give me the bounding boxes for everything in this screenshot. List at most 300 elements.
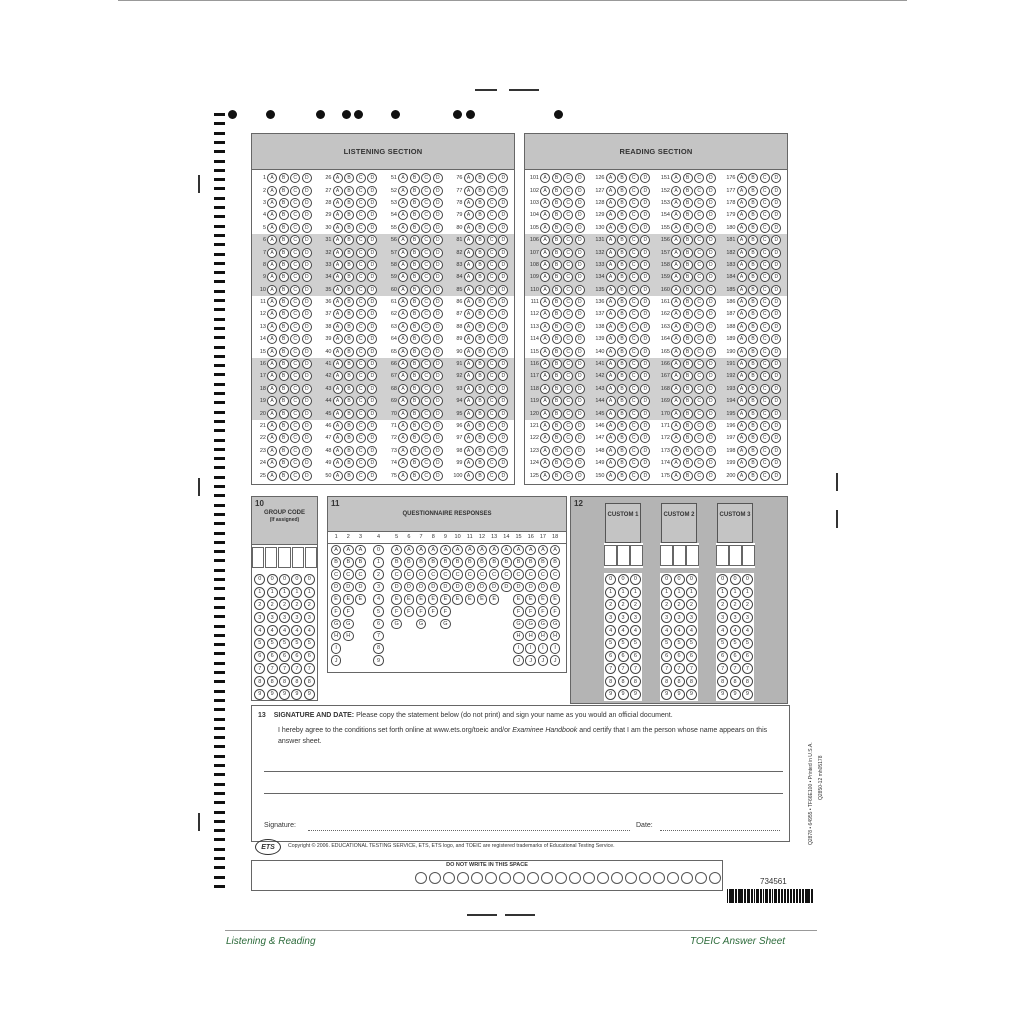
answer-bubble[interactable]: A bbox=[606, 210, 616, 220]
answer-bubble[interactable]: C bbox=[694, 210, 704, 220]
answer-bubble[interactable]: C bbox=[421, 235, 431, 245]
response-bubble[interactable]: J bbox=[331, 655, 342, 666]
answer-bubble[interactable]: D bbox=[706, 458, 716, 468]
answer-bubble[interactable]: C bbox=[290, 359, 300, 369]
answer-bubble[interactable]: D bbox=[433, 334, 443, 344]
custom-digit-bubble[interactable]: 9 bbox=[686, 689, 697, 700]
custom-digit-bubble[interactable]: 5 bbox=[742, 638, 753, 649]
answer-bubble[interactable]: B bbox=[552, 285, 562, 295]
answer-bubble[interactable]: B bbox=[683, 371, 693, 381]
answer-bubble[interactable]: D bbox=[433, 396, 443, 406]
answer-bubble[interactable]: D bbox=[367, 260, 377, 270]
answer-bubble[interactable]: A bbox=[464, 458, 474, 468]
answer-bubble[interactable]: B bbox=[617, 235, 627, 245]
answer-bubble[interactable]: C bbox=[421, 359, 431, 369]
response-bubble[interactable]: A bbox=[477, 545, 488, 556]
response-bubble[interactable]: A bbox=[452, 545, 463, 556]
answer-bubble[interactable]: D bbox=[575, 446, 585, 456]
answer-bubble[interactable]: A bbox=[267, 396, 277, 406]
answer-bubble[interactable]: A bbox=[737, 359, 747, 369]
digit-bubble[interactable]: 4 bbox=[304, 625, 315, 636]
digit-bubble[interactable]: 1 bbox=[254, 587, 265, 598]
response-bubble[interactable]: E bbox=[477, 594, 488, 605]
answer-bubble[interactable]: D bbox=[302, 322, 312, 332]
custom-digit-bubble[interactable]: 6 bbox=[717, 651, 728, 662]
custom-digit-bubble[interactable]: 6 bbox=[742, 651, 753, 662]
answer-bubble[interactable]: B bbox=[344, 471, 354, 481]
answer-bubble[interactable]: A bbox=[540, 186, 550, 196]
answer-bubble[interactable]: B bbox=[683, 260, 693, 270]
answer-bubble[interactable]: C bbox=[290, 309, 300, 319]
answer-bubble[interactable]: A bbox=[267, 409, 277, 419]
answer-bubble[interactable]: A bbox=[606, 285, 616, 295]
answer-bubble[interactable]: A bbox=[398, 347, 408, 357]
response-bubble[interactable]: C bbox=[477, 569, 488, 580]
answer-bubble[interactable]: D bbox=[640, 223, 650, 233]
answer-bubble[interactable]: C bbox=[487, 210, 497, 220]
answer-bubble[interactable]: B bbox=[344, 223, 354, 233]
answer-bubble[interactable]: B bbox=[475, 458, 485, 468]
answer-bubble[interactable]: C bbox=[694, 272, 704, 282]
response-bubble[interactable]: C bbox=[404, 569, 415, 580]
answer-bubble[interactable]: B bbox=[475, 359, 485, 369]
custom-entry-box[interactable] bbox=[617, 545, 630, 566]
answer-bubble[interactable]: D bbox=[498, 272, 508, 282]
answer-bubble[interactable]: A bbox=[333, 260, 343, 270]
answer-bubble[interactable]: A bbox=[333, 359, 343, 369]
answer-bubble[interactable]: C bbox=[563, 421, 573, 431]
response-bubble[interactable]: J bbox=[538, 655, 549, 666]
answer-bubble[interactable]: C bbox=[563, 334, 573, 344]
answer-bubble[interactable]: B bbox=[552, 297, 562, 307]
digit-bubble[interactable]: 2 bbox=[304, 599, 315, 610]
answer-bubble[interactable]: C bbox=[694, 322, 704, 332]
answer-bubble[interactable]: C bbox=[694, 421, 704, 431]
answer-bubble[interactable]: D bbox=[433, 235, 443, 245]
answer-bubble[interactable]: B bbox=[344, 446, 354, 456]
answer-bubble[interactable]: D bbox=[302, 198, 312, 208]
answer-bubble[interactable]: D bbox=[706, 285, 716, 295]
answer-bubble[interactable]: A bbox=[737, 260, 747, 270]
answer-bubble[interactable]: A bbox=[540, 260, 550, 270]
custom-digit-bubble[interactable]: 7 bbox=[661, 663, 672, 674]
response-bubble[interactable]: B bbox=[391, 557, 402, 568]
answer-bubble[interactable]: D bbox=[302, 433, 312, 443]
custom-digit-bubble[interactable]: 0 bbox=[742, 574, 753, 585]
digit-bubble[interactable]: 1 bbox=[304, 587, 315, 598]
answer-bubble[interactable]: A bbox=[398, 272, 408, 282]
answer-bubble[interactable]: D bbox=[498, 371, 508, 381]
response-bubble[interactable]: D bbox=[489, 582, 500, 593]
response-bubble[interactable]: A bbox=[550, 545, 561, 556]
answer-bubble[interactable]: A bbox=[333, 446, 343, 456]
answer-bubble[interactable]: D bbox=[771, 235, 781, 245]
answer-bubble[interactable]: B bbox=[683, 471, 693, 481]
response-bubble[interactable]: C bbox=[343, 569, 354, 580]
answer-bubble[interactable]: B bbox=[552, 235, 562, 245]
answer-bubble[interactable]: A bbox=[267, 471, 277, 481]
answer-bubble[interactable]: D bbox=[771, 322, 781, 332]
answer-bubble[interactable]: A bbox=[398, 433, 408, 443]
custom-digit-bubble[interactable]: 8 bbox=[674, 676, 685, 687]
answer-bubble[interactable]: B bbox=[279, 297, 289, 307]
answer-bubble[interactable]: C bbox=[694, 371, 704, 381]
answer-bubble[interactable]: B bbox=[617, 309, 627, 319]
answer-bubble[interactable]: C bbox=[421, 471, 431, 481]
digit-bubble[interactable]: 8 bbox=[254, 676, 265, 687]
answer-bubble[interactable]: D bbox=[771, 371, 781, 381]
answer-bubble[interactable]: B bbox=[279, 235, 289, 245]
answer-bubble[interactable]: D bbox=[367, 297, 377, 307]
answer-bubble[interactable]: B bbox=[475, 260, 485, 270]
answer-bubble[interactable]: B bbox=[748, 210, 758, 220]
answer-bubble[interactable]: D bbox=[498, 173, 508, 183]
answer-bubble[interactable]: A bbox=[671, 272, 681, 282]
answer-bubble[interactable]: C bbox=[694, 334, 704, 344]
answer-bubble[interactable]: A bbox=[737, 433, 747, 443]
answer-bubble[interactable]: C bbox=[290, 334, 300, 344]
answer-bubble[interactable]: C bbox=[487, 409, 497, 419]
answer-bubble[interactable]: B bbox=[475, 309, 485, 319]
answer-bubble[interactable]: B bbox=[617, 322, 627, 332]
custom-digit-bubble[interactable]: 2 bbox=[605, 599, 616, 610]
answer-bubble[interactable]: B bbox=[748, 235, 758, 245]
answer-bubble[interactable]: D bbox=[575, 371, 585, 381]
response-bubble[interactable]: D bbox=[331, 582, 342, 593]
response-bubble[interactable]: D bbox=[465, 582, 476, 593]
custom-entry-box[interactable] bbox=[742, 545, 755, 566]
custom-digit-bubble[interactable]: 9 bbox=[618, 689, 629, 700]
digit-bubble[interactable]: 9 bbox=[279, 689, 290, 700]
response-bubble[interactable]: E bbox=[513, 594, 524, 605]
response-bubble[interactable]: D bbox=[404, 582, 415, 593]
answer-bubble[interactable]: C bbox=[356, 433, 366, 443]
answer-bubble[interactable]: C bbox=[421, 409, 431, 419]
response-bubble[interactable]: E bbox=[489, 594, 500, 605]
answer-bubble[interactable]: B bbox=[617, 458, 627, 468]
answer-bubble[interactable]: D bbox=[302, 260, 312, 270]
answer-bubble[interactable]: C bbox=[694, 347, 704, 357]
digit-bubble[interactable]: 9 bbox=[254, 689, 265, 700]
answer-bubble[interactable]: A bbox=[267, 210, 277, 220]
answer-bubble[interactable]: C bbox=[563, 198, 573, 208]
answer-bubble[interactable]: B bbox=[617, 384, 627, 394]
answer-bubble[interactable]: C bbox=[421, 260, 431, 270]
answer-bubble[interactable]: C bbox=[421, 297, 431, 307]
response-bubble[interactable]: E bbox=[465, 594, 476, 605]
answer-bubble[interactable]: B bbox=[748, 347, 758, 357]
answer-bubble[interactable]: D bbox=[771, 396, 781, 406]
answer-bubble[interactable]: B bbox=[410, 322, 420, 332]
answer-bubble[interactable]: D bbox=[575, 248, 585, 258]
response-bubble[interactable]: G bbox=[440, 619, 451, 630]
answer-bubble[interactable]: B bbox=[617, 272, 627, 282]
answer-bubble[interactable]: D bbox=[433, 285, 443, 295]
answer-bubble[interactable]: C bbox=[694, 359, 704, 369]
answer-bubble[interactable]: B bbox=[552, 384, 562, 394]
answer-bubble[interactable]: A bbox=[737, 210, 747, 220]
answer-bubble[interactable]: D bbox=[498, 297, 508, 307]
answer-bubble[interactable]: D bbox=[575, 260, 585, 270]
digit-bubble[interactable]: 0 bbox=[279, 574, 290, 585]
answer-bubble[interactable]: A bbox=[737, 297, 747, 307]
answer-bubble[interactable]: A bbox=[464, 384, 474, 394]
answer-bubble[interactable]: A bbox=[540, 173, 550, 183]
answer-bubble[interactable]: D bbox=[771, 223, 781, 233]
answer-bubble[interactable]: A bbox=[606, 359, 616, 369]
answer-bubble[interactable]: A bbox=[606, 458, 616, 468]
answer-bubble[interactable]: B bbox=[279, 471, 289, 481]
response-bubble[interactable]: D bbox=[452, 582, 463, 593]
custom-digit-bubble[interactable]: 3 bbox=[742, 612, 753, 623]
digit-bubble[interactable]: 2 bbox=[267, 599, 278, 610]
answer-bubble[interactable]: C bbox=[487, 260, 497, 270]
answer-bubble[interactable]: A bbox=[540, 347, 550, 357]
answer-bubble[interactable]: D bbox=[575, 384, 585, 394]
answer-bubble[interactable]: A bbox=[267, 235, 277, 245]
answer-bubble[interactable]: A bbox=[464, 421, 474, 431]
answer-bubble[interactable]: C bbox=[421, 371, 431, 381]
answer-bubble[interactable]: D bbox=[640, 186, 650, 196]
answer-bubble[interactable]: D bbox=[302, 248, 312, 258]
answer-bubble[interactable]: C bbox=[760, 210, 770, 220]
response-bubble[interactable]: F bbox=[343, 606, 354, 617]
answer-bubble[interactable]: B bbox=[617, 260, 627, 270]
response-bubble[interactable]: B bbox=[416, 557, 427, 568]
answer-bubble[interactable]: A bbox=[671, 198, 681, 208]
answer-bubble[interactable]: C bbox=[629, 421, 639, 431]
answer-bubble[interactable]: B bbox=[552, 173, 562, 183]
answer-bubble[interactable]: B bbox=[683, 198, 693, 208]
answer-bubble[interactable]: A bbox=[540, 359, 550, 369]
answer-bubble[interactable]: B bbox=[748, 322, 758, 332]
answer-bubble[interactable]: A bbox=[267, 248, 277, 258]
answer-bubble[interactable]: A bbox=[267, 260, 277, 270]
answer-bubble[interactable]: A bbox=[267, 285, 277, 295]
custom-entry-box[interactable] bbox=[686, 545, 699, 566]
answer-bubble[interactable]: C bbox=[629, 458, 639, 468]
answer-bubble[interactable]: B bbox=[344, 297, 354, 307]
answer-bubble[interactable]: D bbox=[771, 458, 781, 468]
answer-bubble[interactable]: D bbox=[575, 297, 585, 307]
answer-bubble[interactable]: D bbox=[367, 334, 377, 344]
answer-bubble[interactable]: C bbox=[487, 446, 497, 456]
answer-bubble[interactable]: D bbox=[575, 471, 585, 481]
response-bubble[interactable]: H bbox=[331, 631, 342, 642]
answer-bubble[interactable]: B bbox=[344, 433, 354, 443]
answer-bubble[interactable]: B bbox=[552, 309, 562, 319]
answer-bubble[interactable]: C bbox=[694, 309, 704, 319]
answer-bubble[interactable]: D bbox=[433, 198, 443, 208]
response-bubble[interactable]: C bbox=[465, 569, 476, 580]
answer-bubble[interactable]: C bbox=[356, 409, 366, 419]
answer-bubble[interactable]: A bbox=[737, 458, 747, 468]
answer-bubble[interactable]: B bbox=[475, 334, 485, 344]
answer-bubble[interactable]: C bbox=[290, 297, 300, 307]
response-bubble[interactable]: B bbox=[538, 557, 549, 568]
answer-bubble[interactable]: B bbox=[344, 210, 354, 220]
answer-bubble[interactable]: B bbox=[279, 272, 289, 282]
answer-bubble[interactable]: C bbox=[629, 384, 639, 394]
answer-bubble[interactable]: A bbox=[606, 235, 616, 245]
answer-bubble[interactable]: B bbox=[683, 210, 693, 220]
answer-bubble[interactable]: A bbox=[398, 396, 408, 406]
answer-bubble[interactable]: B bbox=[552, 272, 562, 282]
answer-bubble[interactable]: B bbox=[344, 396, 354, 406]
answer-bubble[interactable]: B bbox=[410, 347, 420, 357]
answer-bubble[interactable]: A bbox=[398, 471, 408, 481]
digit-bubble[interactable]: 4 bbox=[267, 625, 278, 636]
answer-bubble[interactable]: B bbox=[683, 396, 693, 406]
custom-digit-bubble[interactable]: 1 bbox=[686, 587, 697, 598]
answer-bubble[interactable]: D bbox=[706, 446, 716, 456]
answer-bubble[interactable]: B bbox=[410, 458, 420, 468]
answer-bubble[interactable]: D bbox=[498, 223, 508, 233]
answer-bubble[interactable]: A bbox=[737, 309, 747, 319]
answer-bubble[interactable]: B bbox=[410, 433, 420, 443]
answer-bubble[interactable]: D bbox=[771, 446, 781, 456]
answer-bubble[interactable]: D bbox=[640, 309, 650, 319]
answer-bubble[interactable]: C bbox=[356, 223, 366, 233]
response-bubble[interactable]: C bbox=[550, 569, 561, 580]
answer-bubble[interactable]: C bbox=[694, 173, 704, 183]
answer-bubble[interactable]: B bbox=[279, 433, 289, 443]
response-bubble[interactable]: E bbox=[331, 594, 342, 605]
answer-bubble[interactable]: D bbox=[575, 421, 585, 431]
response-bubble[interactable]: E bbox=[416, 594, 427, 605]
answer-bubble[interactable]: B bbox=[279, 359, 289, 369]
response-bubble[interactable]: B bbox=[452, 557, 463, 568]
answer-bubble[interactable]: B bbox=[748, 223, 758, 233]
answer-bubble[interactable]: C bbox=[760, 309, 770, 319]
answer-bubble[interactable]: B bbox=[279, 446, 289, 456]
answer-bubble[interactable]: A bbox=[333, 173, 343, 183]
answer-bubble[interactable]: A bbox=[464, 186, 474, 196]
answer-bubble[interactable]: D bbox=[302, 309, 312, 319]
answer-bubble[interactable]: B bbox=[748, 384, 758, 394]
custom-digit-bubble[interactable]: 3 bbox=[661, 612, 672, 623]
response-bubble[interactable]: H bbox=[525, 631, 536, 642]
answer-bubble[interactable]: A bbox=[333, 396, 343, 406]
answer-bubble[interactable]: D bbox=[498, 384, 508, 394]
answer-bubble[interactable]: B bbox=[748, 471, 758, 481]
answer-bubble[interactable]: A bbox=[606, 446, 616, 456]
answer-bubble[interactable]: A bbox=[267, 421, 277, 431]
custom-digit-bubble[interactable]: 3 bbox=[618, 612, 629, 623]
answer-bubble[interactable]: A bbox=[606, 471, 616, 481]
answer-bubble[interactable]: B bbox=[410, 186, 420, 196]
answer-bubble[interactable]: B bbox=[552, 396, 562, 406]
answer-bubble[interactable]: A bbox=[737, 371, 747, 381]
answer-bubble[interactable]: B bbox=[683, 347, 693, 357]
answer-bubble[interactable]: C bbox=[290, 186, 300, 196]
answer-bubble[interactable]: B bbox=[683, 186, 693, 196]
answer-bubble[interactable]: D bbox=[640, 248, 650, 258]
answer-bubble[interactable]: D bbox=[771, 186, 781, 196]
custom-digit-bubble[interactable]: 4 bbox=[742, 625, 753, 636]
custom-digit-bubble[interactable]: 6 bbox=[674, 651, 685, 662]
answer-bubble[interactable]: A bbox=[464, 347, 474, 357]
custom-digit-bubble[interactable]: 1 bbox=[730, 587, 741, 598]
answer-bubble[interactable]: A bbox=[333, 272, 343, 282]
answer-bubble[interactable]: A bbox=[671, 309, 681, 319]
response-bubble[interactable]: D bbox=[550, 582, 561, 593]
custom-digit-bubble[interactable]: 4 bbox=[661, 625, 672, 636]
custom-digit-bubble[interactable]: 2 bbox=[630, 599, 641, 610]
answer-bubble[interactable]: D bbox=[433, 309, 443, 319]
answer-bubble[interactable]: A bbox=[540, 210, 550, 220]
answer-bubble[interactable]: D bbox=[302, 471, 312, 481]
answer-bubble[interactable]: A bbox=[606, 223, 616, 233]
answer-bubble[interactable]: D bbox=[302, 371, 312, 381]
custom-digit-bubble[interactable]: 2 bbox=[730, 599, 741, 610]
answer-bubble[interactable]: C bbox=[760, 173, 770, 183]
answer-bubble[interactable]: A bbox=[737, 235, 747, 245]
answer-bubble[interactable]: D bbox=[706, 334, 716, 344]
response-bubble[interactable]: 4 bbox=[373, 594, 384, 605]
answer-bubble[interactable]: A bbox=[540, 285, 550, 295]
answer-bubble[interactable]: C bbox=[760, 297, 770, 307]
answer-bubble[interactable]: B bbox=[475, 210, 485, 220]
answer-bubble[interactable]: B bbox=[279, 384, 289, 394]
custom-digit-bubble[interactable]: 0 bbox=[686, 574, 697, 585]
answer-bubble[interactable]: C bbox=[356, 309, 366, 319]
answer-bubble[interactable]: B bbox=[617, 285, 627, 295]
answer-bubble[interactable]: D bbox=[498, 322, 508, 332]
answer-bubble[interactable]: A bbox=[540, 198, 550, 208]
answer-bubble[interactable]: D bbox=[433, 322, 443, 332]
answer-bubble[interactable]: D bbox=[433, 272, 443, 282]
answer-bubble[interactable]: A bbox=[267, 446, 277, 456]
answer-bubble[interactable]: D bbox=[575, 359, 585, 369]
response-bubble[interactable]: G bbox=[343, 619, 354, 630]
custom-digit-bubble[interactable]: 1 bbox=[618, 587, 629, 598]
answer-bubble[interactable]: C bbox=[563, 248, 573, 258]
answer-bubble[interactable]: C bbox=[629, 471, 639, 481]
answer-bubble[interactable]: B bbox=[279, 223, 289, 233]
digit-bubble[interactable]: 3 bbox=[267, 612, 278, 623]
answer-bubble[interactable]: A bbox=[398, 309, 408, 319]
answer-bubble[interactable]: B bbox=[344, 347, 354, 357]
answer-bubble[interactable]: B bbox=[748, 359, 758, 369]
answer-bubble[interactable]: D bbox=[771, 421, 781, 431]
answer-bubble[interactable]: C bbox=[760, 359, 770, 369]
digit-bubble[interactable]: 6 bbox=[304, 651, 315, 662]
answer-bubble[interactable]: D bbox=[302, 285, 312, 295]
custom-digit-bubble[interactable]: 7 bbox=[742, 663, 753, 674]
custom-digit-bubble[interactable]: 7 bbox=[630, 663, 641, 674]
answer-bubble[interactable]: D bbox=[433, 186, 443, 196]
answer-bubble[interactable]: A bbox=[464, 309, 474, 319]
answer-bubble[interactable]: D bbox=[367, 384, 377, 394]
answer-bubble[interactable]: B bbox=[475, 433, 485, 443]
answer-bubble[interactable]: D bbox=[575, 173, 585, 183]
answer-bubble[interactable]: A bbox=[333, 235, 343, 245]
answer-bubble[interactable]: B bbox=[552, 260, 562, 270]
answer-bubble[interactable]: D bbox=[771, 272, 781, 282]
response-bubble[interactable]: 8 bbox=[373, 643, 384, 654]
answer-bubble[interactable]: A bbox=[671, 334, 681, 344]
response-bubble[interactable]: D bbox=[501, 582, 512, 593]
answer-bubble[interactable]: C bbox=[760, 235, 770, 245]
answer-bubble[interactable]: C bbox=[290, 371, 300, 381]
writing-line[interactable] bbox=[264, 793, 783, 794]
answer-bubble[interactable]: B bbox=[279, 260, 289, 270]
answer-bubble[interactable]: A bbox=[267, 223, 277, 233]
answer-bubble[interactable]: B bbox=[683, 409, 693, 419]
answer-bubble[interactable]: D bbox=[640, 458, 650, 468]
answer-bubble[interactable]: C bbox=[290, 210, 300, 220]
